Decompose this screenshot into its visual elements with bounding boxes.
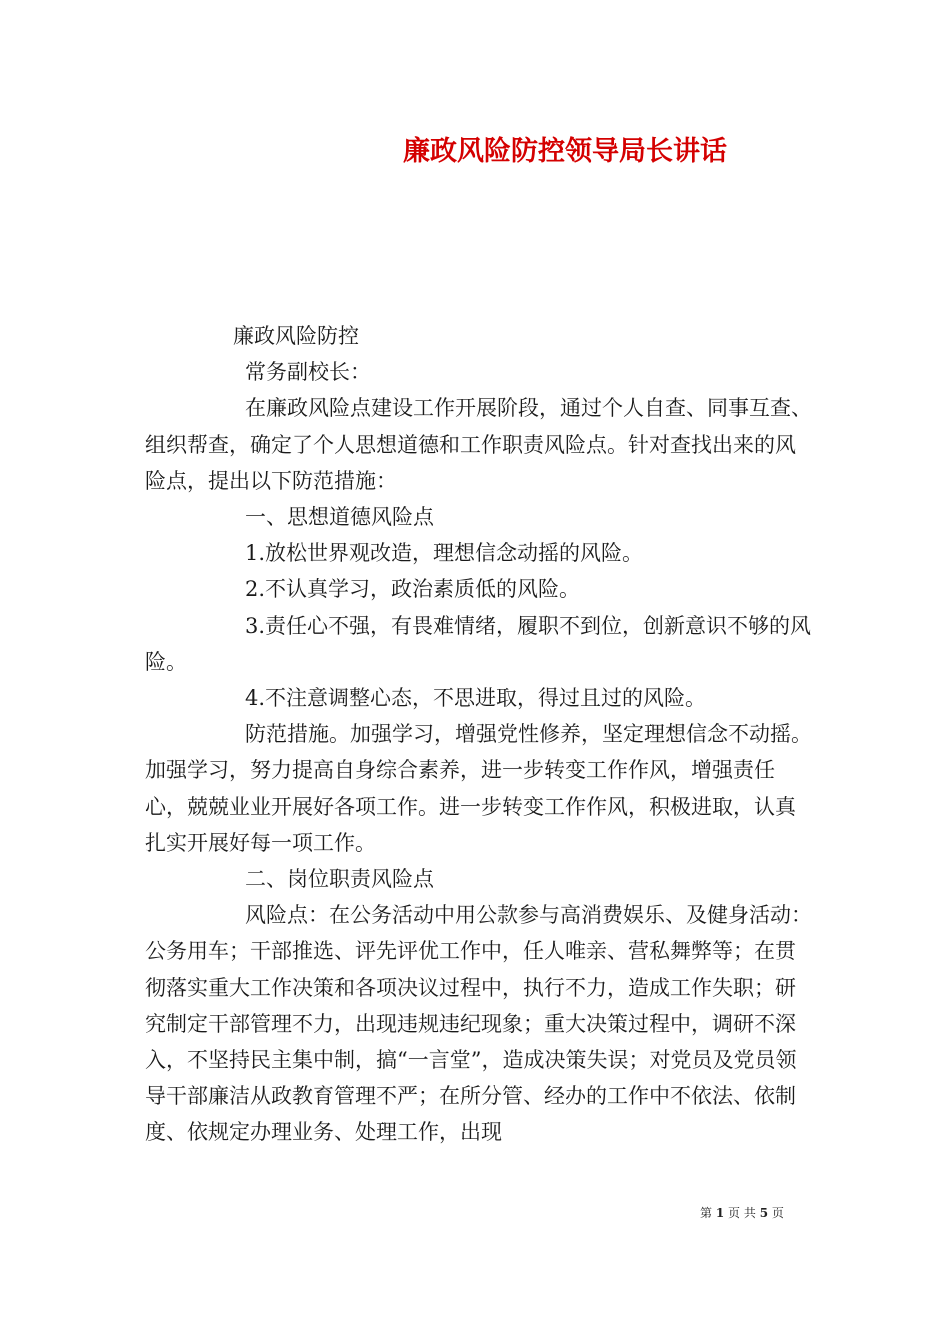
footer-suffix: 页 bbox=[771, 1206, 784, 1220]
document-title: 廉政风险防控领导局长讲话 bbox=[403, 136, 727, 167]
footer-current-page: 1 bbox=[715, 1206, 725, 1220]
section-heading: 一、思想道德风险点 bbox=[245, 505, 434, 530]
footer-total-pages: 5 bbox=[759, 1206, 769, 1220]
document-body bbox=[145, 318, 815, 1151]
paragraph: 在廉政风险点建设工作开展阶段，通过个人自查、同事互查、组织帮查，确定了个人思想道德和工作职责风险点。针对查找出来的风险点，提出以下防范措施： bbox=[145, 396, 812, 493]
section-heading: 廉政风险防控 bbox=[233, 324, 359, 348]
list-item: 3.责任心不强，有畏难情绪，履职不到位，创新意识不够的风险。 bbox=[145, 613, 812, 674]
addressee-line: 常务副校长： bbox=[245, 360, 371, 385]
footer-prefix: 第 bbox=[700, 1206, 713, 1220]
paragraph: 风险点：在公务活动中用公款参与高消费娱乐、及健身活动：公务用车；干部推选、评先评优工作中，任人唯亲、营私舞弊等；在贯彻落实重大工作决策和各项决议过程中，执行不力，造成工作失职；研究制定干部管理不力，出现违规违纪现象；重大决策过程中，调研不深入，不坚持民主集中制，搞“一言堂”，造成决策失误；对党员及党员领导干部廉洁从政教育管理不严；在所分管、经办的工作中不依法、依制度、依规定办理业务、处理工作，出现 bbox=[145, 903, 812, 1145]
list-item: 1.放松世界观改造，理想信念动摇的风险。 bbox=[245, 541, 644, 566]
list-item: 4.不注意调整心态，不思进取，得过且过的风险。 bbox=[245, 686, 707, 711]
page-number-footer bbox=[700, 1204, 810, 1221]
list-item: 2.不认真学习，政治素质低的风险。 bbox=[245, 577, 581, 602]
paragraph: 防范措施。加强学习，增强党性修养，坚定理想信念不动摇。加强学习，努力提高自身综合素养，进一步转变工作作风，增强责任心，兢兢业业开展好各项工作。进一步转变工作作风，积极进取，认真扎实开展好每一项工作。 bbox=[145, 722, 812, 855]
section-heading: 二、岗位职责风险点 bbox=[245, 867, 434, 892]
footer-middle: 页 共 bbox=[728, 1206, 756, 1220]
